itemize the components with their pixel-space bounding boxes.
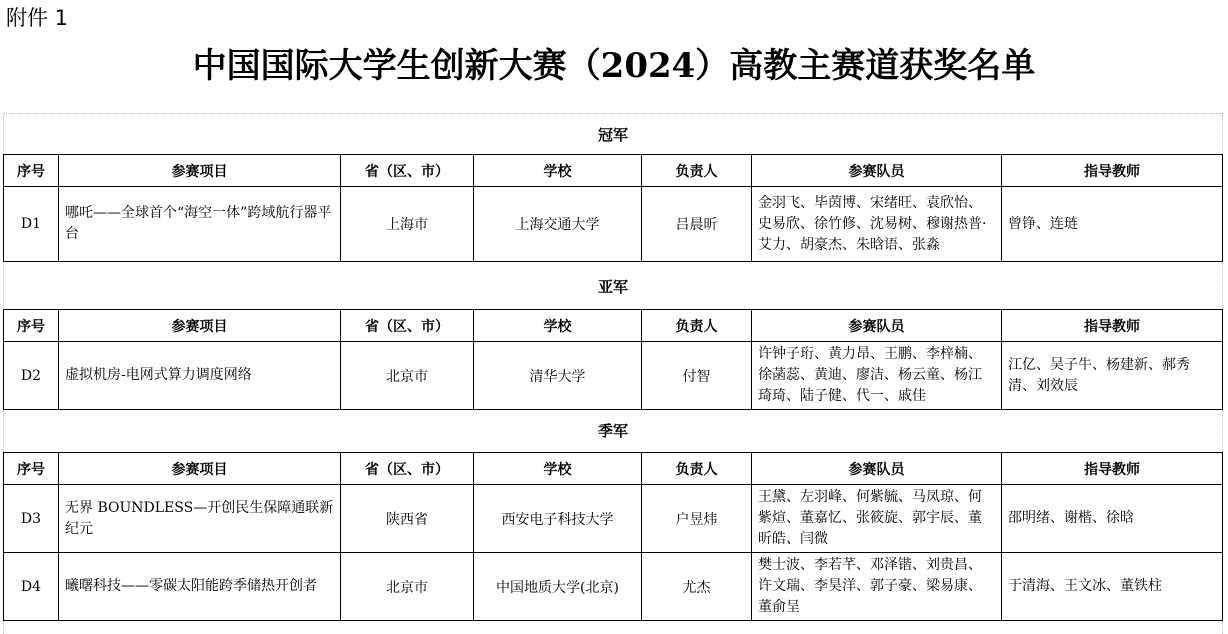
col-header-leader: 负责人 (642, 155, 752, 187)
column-header-row (4, 453, 1223, 485)
cell-no: D3 (4, 485, 59, 553)
cell-advisor: 邵明绪、谢楷、徐晗 (1002, 485, 1223, 553)
cell-school: 西安电子科技大学 (474, 485, 642, 553)
cell-team: 王黛、左羽峰、何紫毓、马凤琼、何紫煊、董嘉忆、张筱旋、郭宇辰、董昕皓、闫微 (752, 485, 1002, 553)
col-header-province: 省（区、市） (341, 310, 474, 342)
col-header-advisor: 指导教师 (1002, 155, 1223, 187)
cell-project: 无界 BOUNDLESS—开创民生保障通联新纪元 (59, 485, 341, 553)
cell-leader: 付智 (642, 342, 752, 410)
col-header-no: 序号 (4, 453, 59, 485)
section-table-champion (3, 114, 1223, 262)
col-header-school: 学校 (474, 155, 642, 187)
cell-no: D2 (4, 342, 59, 410)
table-row (4, 485, 1223, 553)
col-header-school: 学校 (474, 310, 642, 342)
cell-leader: 吕晨昕 (642, 187, 752, 262)
cell-project: 虚拟机房-电网式算力调度网络 (59, 342, 341, 410)
col-header-project: 参赛项目 (59, 310, 341, 342)
cell-province: 陕西省 (341, 485, 474, 553)
cell-leader: 尤杰 (642, 553, 752, 621)
col-header-leader: 负责人 (642, 453, 752, 485)
section-header-row (4, 408, 1223, 453)
table-row (4, 553, 1223, 621)
column-header-row (4, 310, 1223, 342)
section-title: 冠军 (598, 125, 629, 144)
section-title: 季军 (598, 421, 629, 440)
page-title: 中国国际大学生创新大赛（2024）高教主赛道获奖名单 (192, 46, 1036, 86)
section-table-third-place (3, 408, 1223, 621)
cell-project: 曦曙科技——零碳太阳能跨季储热开创者 (59, 553, 341, 621)
cell-school: 上海交通大学 (474, 187, 642, 262)
col-header-advisor: 指导教师 (1002, 310, 1223, 342)
col-header-project: 参赛项目 (59, 453, 341, 485)
attachment-label: 附件 1 (6, 6, 69, 30)
col-header-team: 参赛队员 (752, 155, 1002, 187)
cell-no: D4 (4, 553, 59, 621)
table-row (4, 342, 1223, 410)
cell-team: 金羽飞、毕茵博、宋绪旺、袁欣怡、史易欣、徐竹修、沈易树、穆谢热普·艾力、胡豪杰、朱晗语、张淼 (752, 187, 1002, 262)
section-title: 亚军 (598, 277, 629, 296)
col-header-province: 省（区、市） (341, 155, 474, 187)
col-header-project: 参赛项目 (59, 155, 341, 187)
cell-school: 清华大学 (474, 342, 642, 410)
cell-project: 哪吒——全球首个“海空一体”跨域航行器平台 (59, 187, 341, 262)
cell-leader: 户昱炜 (642, 485, 752, 553)
col-header-school: 学校 (474, 453, 642, 485)
section-header-row (4, 263, 1223, 310)
col-header-no: 序号 (4, 155, 59, 187)
table-row (4, 187, 1223, 262)
section-header-row (4, 114, 1223, 155)
cell-team: 许钟子珩、黄力昂、王鹏、李梓楠、徐菡蕊、黄迪、廖洁、杨云童、杨江琦琦、陆子健、代一、戚佳 (752, 342, 1002, 410)
cell-no: D1 (4, 187, 59, 262)
col-header-advisor: 指导教师 (1002, 453, 1223, 485)
cell-province: 北京市 (341, 553, 474, 621)
col-header-leader: 负责人 (642, 310, 752, 342)
cell-advisor: 于清海、王文冰、董铁柱 (1002, 553, 1223, 621)
col-header-team: 参赛队员 (752, 453, 1002, 485)
cell-advisor: 曾铮、连琏 (1002, 187, 1223, 262)
col-header-team: 参赛队员 (752, 310, 1002, 342)
cell-province: 上海市 (341, 187, 474, 262)
cell-advisor: 江亿、吴子牛、杨建新、郝秀清、刘效辰 (1002, 342, 1223, 410)
cell-team: 樊士波、李若芊、邓泽锴、刘贵昌、许文瑞、李昊洋、郭子豪、梁易康、董俞呈 (752, 553, 1002, 621)
cell-school: 中国地质大学(北京) (474, 553, 642, 621)
column-header-row (4, 155, 1223, 187)
section-table-runner-up (3, 263, 1223, 410)
col-header-province: 省（区、市） (341, 453, 474, 485)
cell-province: 北京市 (341, 342, 474, 410)
col-header-no: 序号 (4, 310, 59, 342)
